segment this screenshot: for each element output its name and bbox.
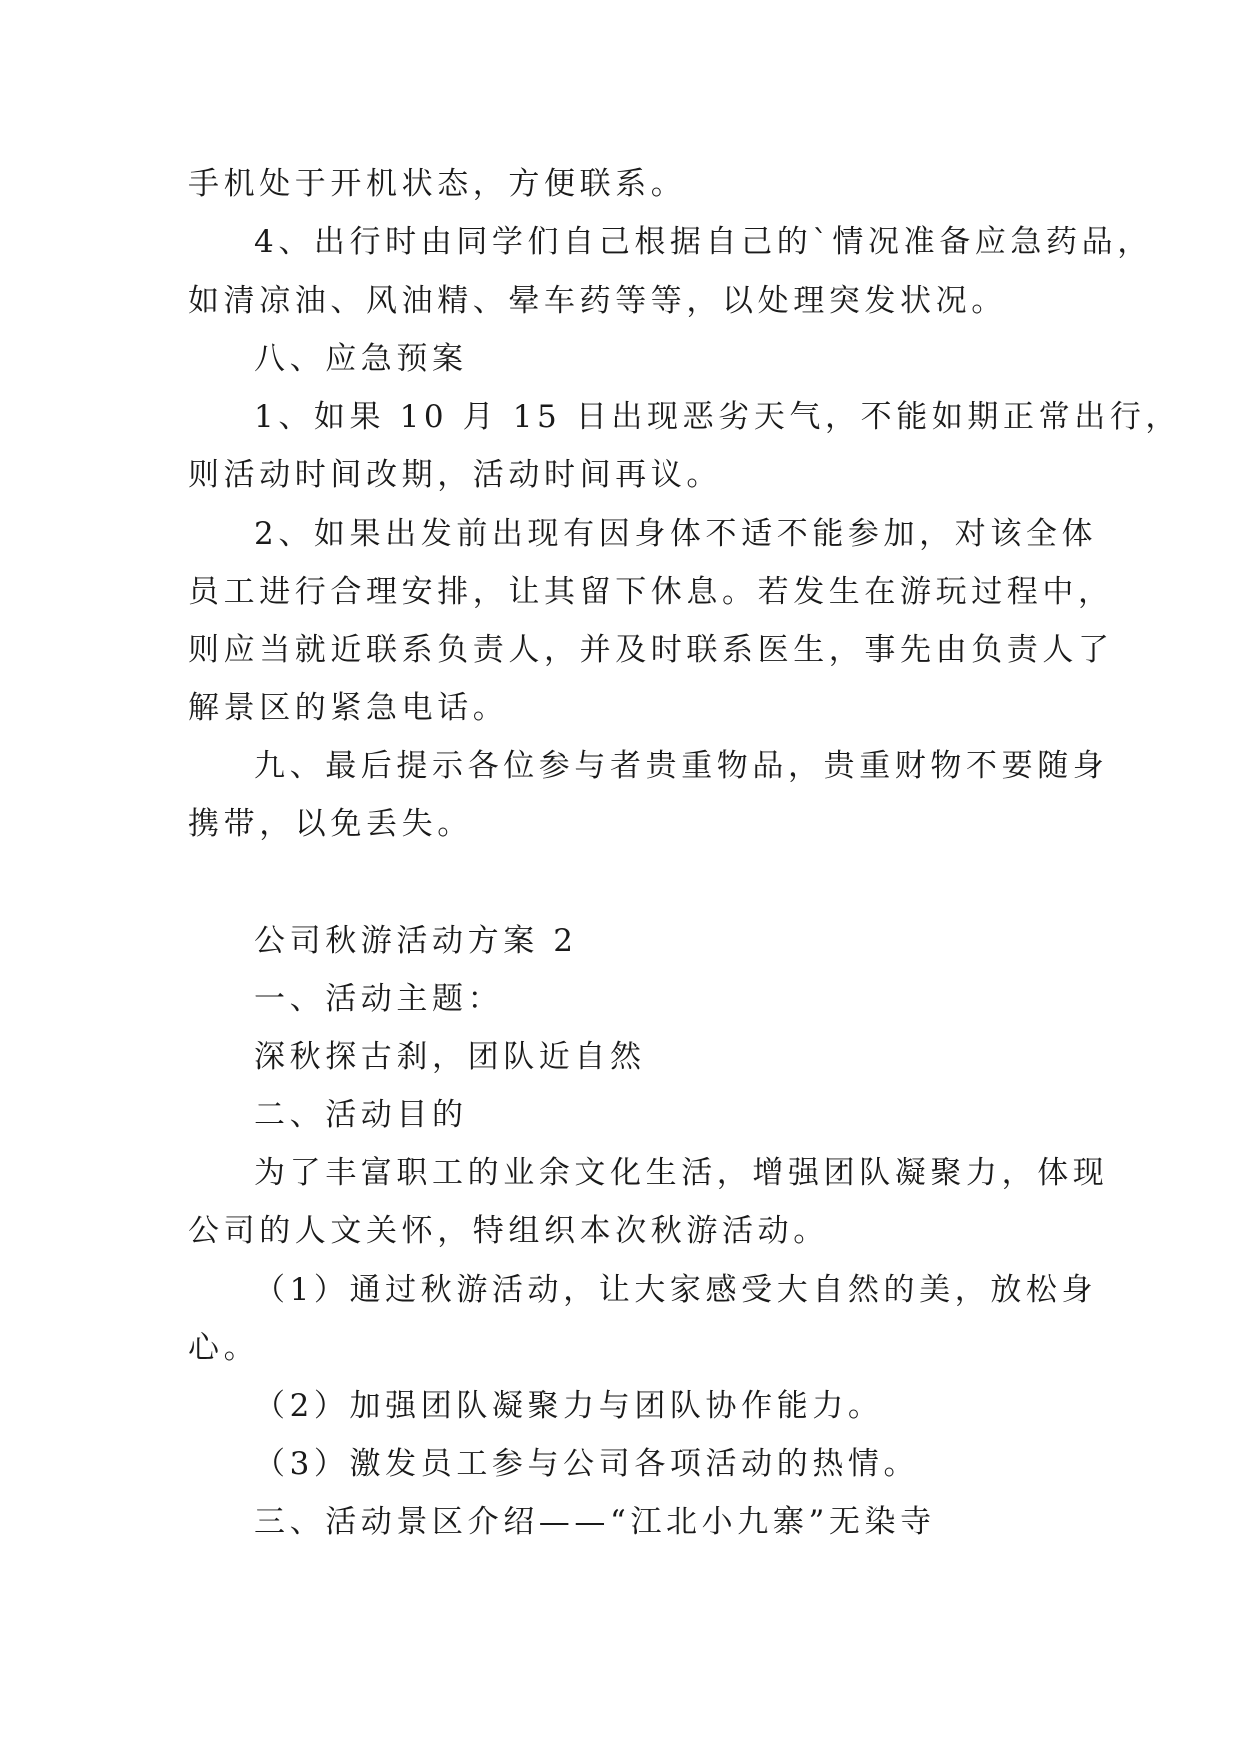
text-line-1: 手机处于开机状态，方便联系。 [188, 166, 687, 202]
section-heading-3: 三、活动景区介绍——“江北小九寨”无染寺 [254, 1504, 936, 1540]
section-heading-8: 八、应急预案 [254, 341, 468, 377]
text-line-18: 公司的人文关怀，特组织本次秋游活动。 [188, 1213, 829, 1249]
list-item-1-cont: 心。 [188, 1330, 260, 1366]
text-line-5: 1、如果 10 月 15 日出现恶劣天气，不能如期正常出行， [254, 399, 1182, 435]
text-line-2: 4、出行时由同学们自己根据自己的`情况准备应急药品， [254, 224, 1153, 260]
text-line-3: 如清凉油、风油精、晕车药等等，以处理突发状况。 [188, 283, 1007, 319]
list-item-3: （3）激发员工参与公司各项活动的热情。 [254, 1446, 920, 1482]
list-item-2: （2）加强团队凝聚力与团队协作能力。 [254, 1388, 884, 1424]
theme-text: 深秋探古刹，团队近自然 [254, 1039, 646, 1075]
section-heading-1: 一、活动主题： [254, 981, 504, 1017]
text-line-11: 九、最后提示各位参与者贵重物品，贵重财物不要随身 [254, 748, 1109, 784]
text-line-8: 员工进行合理安排，让其留下休息。若发生在游玩过程中， [188, 574, 1114, 610]
text-line-6: 则活动时间改期，活动时间再议。 [188, 457, 722, 493]
text-line-7: 2、如果出发前出现有因身体不适不能参加，对该全体 [254, 516, 1098, 552]
list-item-1: （1）通过秋游活动，让大家感受大自然的美，放松身 [254, 1272, 1098, 1308]
section-heading-2: 二、活动目的 [254, 1097, 468, 1133]
text-line-10: 解景区的紧急电话。 [188, 690, 509, 726]
text-line-17: 为了丰富职工的业余文化生活，增强团队凝聚力，体现 [254, 1155, 1109, 1191]
text-line-9: 则应当就近联系负责人，并及时联系医生，事先由负责人了 [188, 632, 1114, 668]
document-title: 公司秋游活动方案 2 [254, 923, 578, 959]
text-line-12: 携带，以免丢失。 [188, 806, 473, 842]
